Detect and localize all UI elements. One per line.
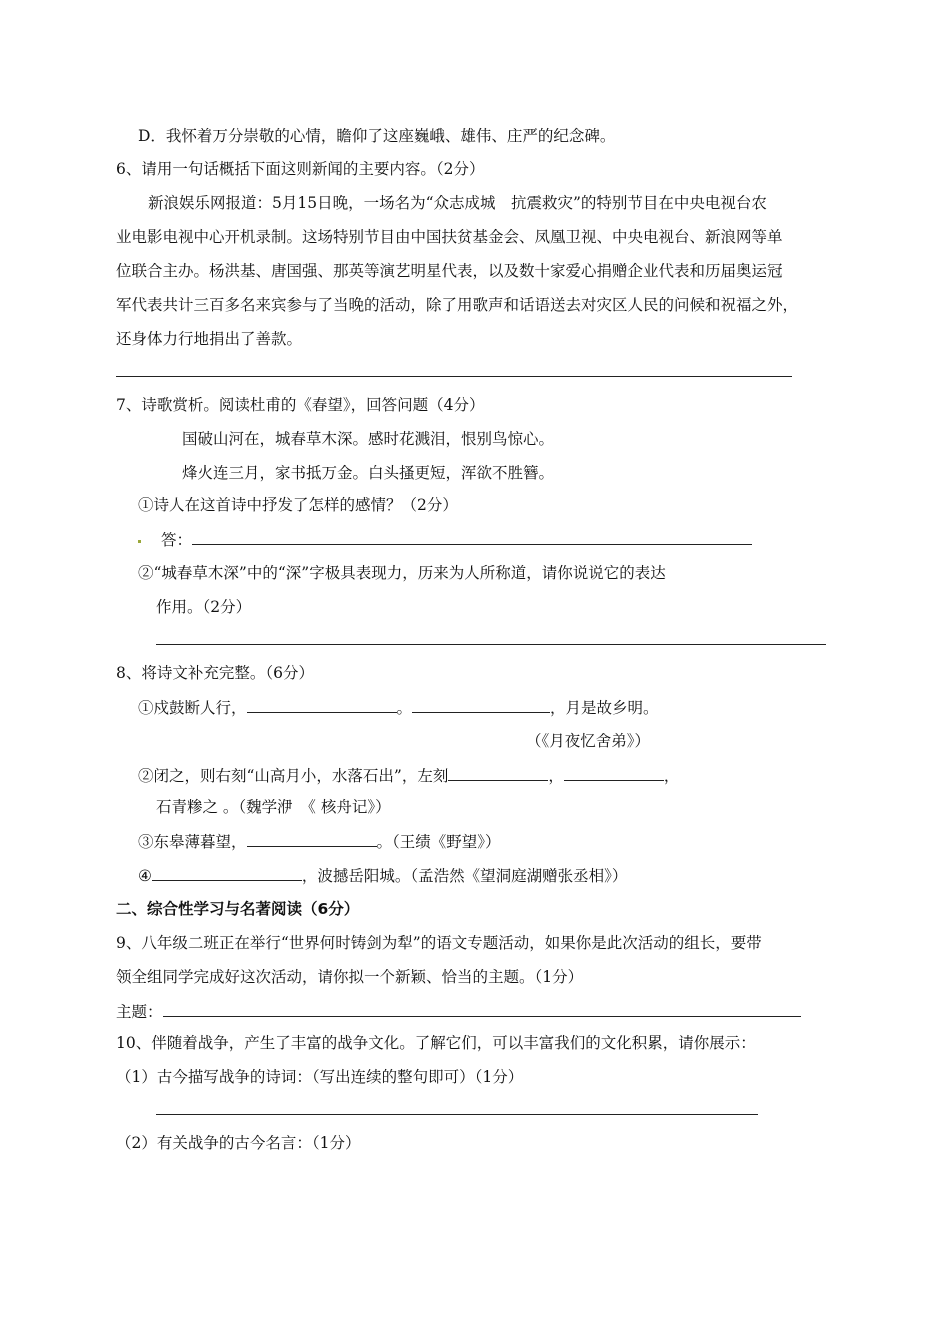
q9-line-2: 领全组同学完成好这次活动，请你拟一个新颖、恰当的主题。（1分） — [116, 968, 584, 986]
q8-blank-5[interactable] — [247, 830, 377, 847]
q8-item-2: ②闭之，则右刻“山高月小，水落石出”，左刻 ， ， — [138, 764, 679, 787]
section-2-heading: 二、综合性学习与名著阅读（6分） — [116, 900, 360, 918]
news-line-4: 军代表共计三百多名来宾参与了当晚的活动，除了用歌声和话语送去对灾区人民的问候和祝福之外， — [116, 296, 799, 314]
q7-sub2-answer-line[interactable] — [156, 644, 826, 645]
q8-item-4: ④ ，波撼岳阳城。（孟浩然《望洞庭湖赠张丞相》） — [138, 864, 627, 887]
q7-sub2-line1: ②“城春草木深”中的“深”字极具表现力，历来为人所称道，请你说说它的表达 — [138, 564, 666, 582]
q8-blank-4[interactable] — [564, 764, 664, 781]
news-line-2: 业电影电视中心开机录制。这场特别节目由中国扶贫基金会、凤凰卫视、中央电视台、新浪网等单 — [116, 228, 783, 246]
q9-theme-row — [116, 1000, 801, 1023]
q10-sub2: （2）有关战争的古今名言：（1分） — [116, 1134, 361, 1152]
q8-prompt: 8、将诗文补充完整。（6分） — [116, 664, 314, 682]
q7-answer-row — [138, 528, 752, 551]
theme-input-line[interactable] — [163, 1000, 801, 1017]
poem-line-2: 烽火连三月，家书抵万金。白头搔更短，浑欲不胜簪。 — [182, 464, 555, 482]
q10-prompt: 10、伴随着战争，产生了丰富的战争文化。了解它们，可以丰富我们的文化积累，请你展示： — [116, 1034, 756, 1052]
q8-item-2-line2: 石青糁之 。（魏学洢 《 核舟记》） — [156, 798, 391, 816]
poem-line-1: 国破山河在，城春草木深。感时花溅泪，恨别鸟惊心。 — [182, 430, 555, 448]
q10-sub1: （1）古今描写战争的诗词：（写出连续的整句即可）（1分） — [116, 1068, 524, 1086]
answer-label: 答： — [161, 531, 193, 549]
q5-option-d: D．我怀着万分崇敬的心情，瞻仰了这座巍峨、雄伟、庄严的纪念碑。 — [138, 127, 616, 145]
q6-prompt: 6、请用一句话概括下面这则新闻的主要内容。（2分） — [116, 160, 485, 178]
q8-item-1: ①戍鼓断人行， 。 ，月是故乡明。 — [138, 696, 659, 719]
q8-blank-6[interactable] — [152, 864, 302, 881]
q7-sub2-line2: 作用。（2分） — [156, 598, 252, 616]
q10-sub1-answer-line[interactable] — [156, 1114, 758, 1115]
news-line-3: 位联合主办。杨洪基、唐国强、那英等演艺明星代表，以及数十家爱心捐赠企业代表和历届奥运冠 — [116, 262, 783, 280]
q7-sub1: ①诗人在这首诗中抒发了怎样的感情？（2分） — [138, 496, 458, 514]
q8-item-3: ③东皋薄暮望， 。（王绩《野望》） — [138, 830, 501, 853]
news-line-5: 还身体力行地捐出了善款。 — [116, 330, 303, 348]
q8-blank-3[interactable] — [448, 764, 548, 781]
q7-answer-blank[interactable] — [192, 528, 752, 545]
theme-label: 主题： — [116, 1003, 163, 1021]
bullet-icon — [138, 540, 141, 543]
q8-blank-2[interactable] — [412, 696, 550, 713]
q8-blank-1[interactable] — [247, 696, 397, 713]
news-line-1: 新浪娱乐网报道：5月15日晚，一场名为“众志成城 抗震救灾”的特别节目在中央电视台农 — [148, 194, 767, 212]
q7-prompt: 7、诗歌赏析。阅读杜甫的《春望》，回答问题（4分） — [116, 396, 485, 414]
q6-answer-line[interactable] — [116, 376, 792, 377]
q8-item-1-source: （《月夜忆舍弟》） — [526, 732, 651, 750]
q9-line-1: 9、八年级二班正在举行“世界何时铸剑为犁”的语文专题活动，如果你是此次活动的组长，要带 — [116, 934, 762, 952]
